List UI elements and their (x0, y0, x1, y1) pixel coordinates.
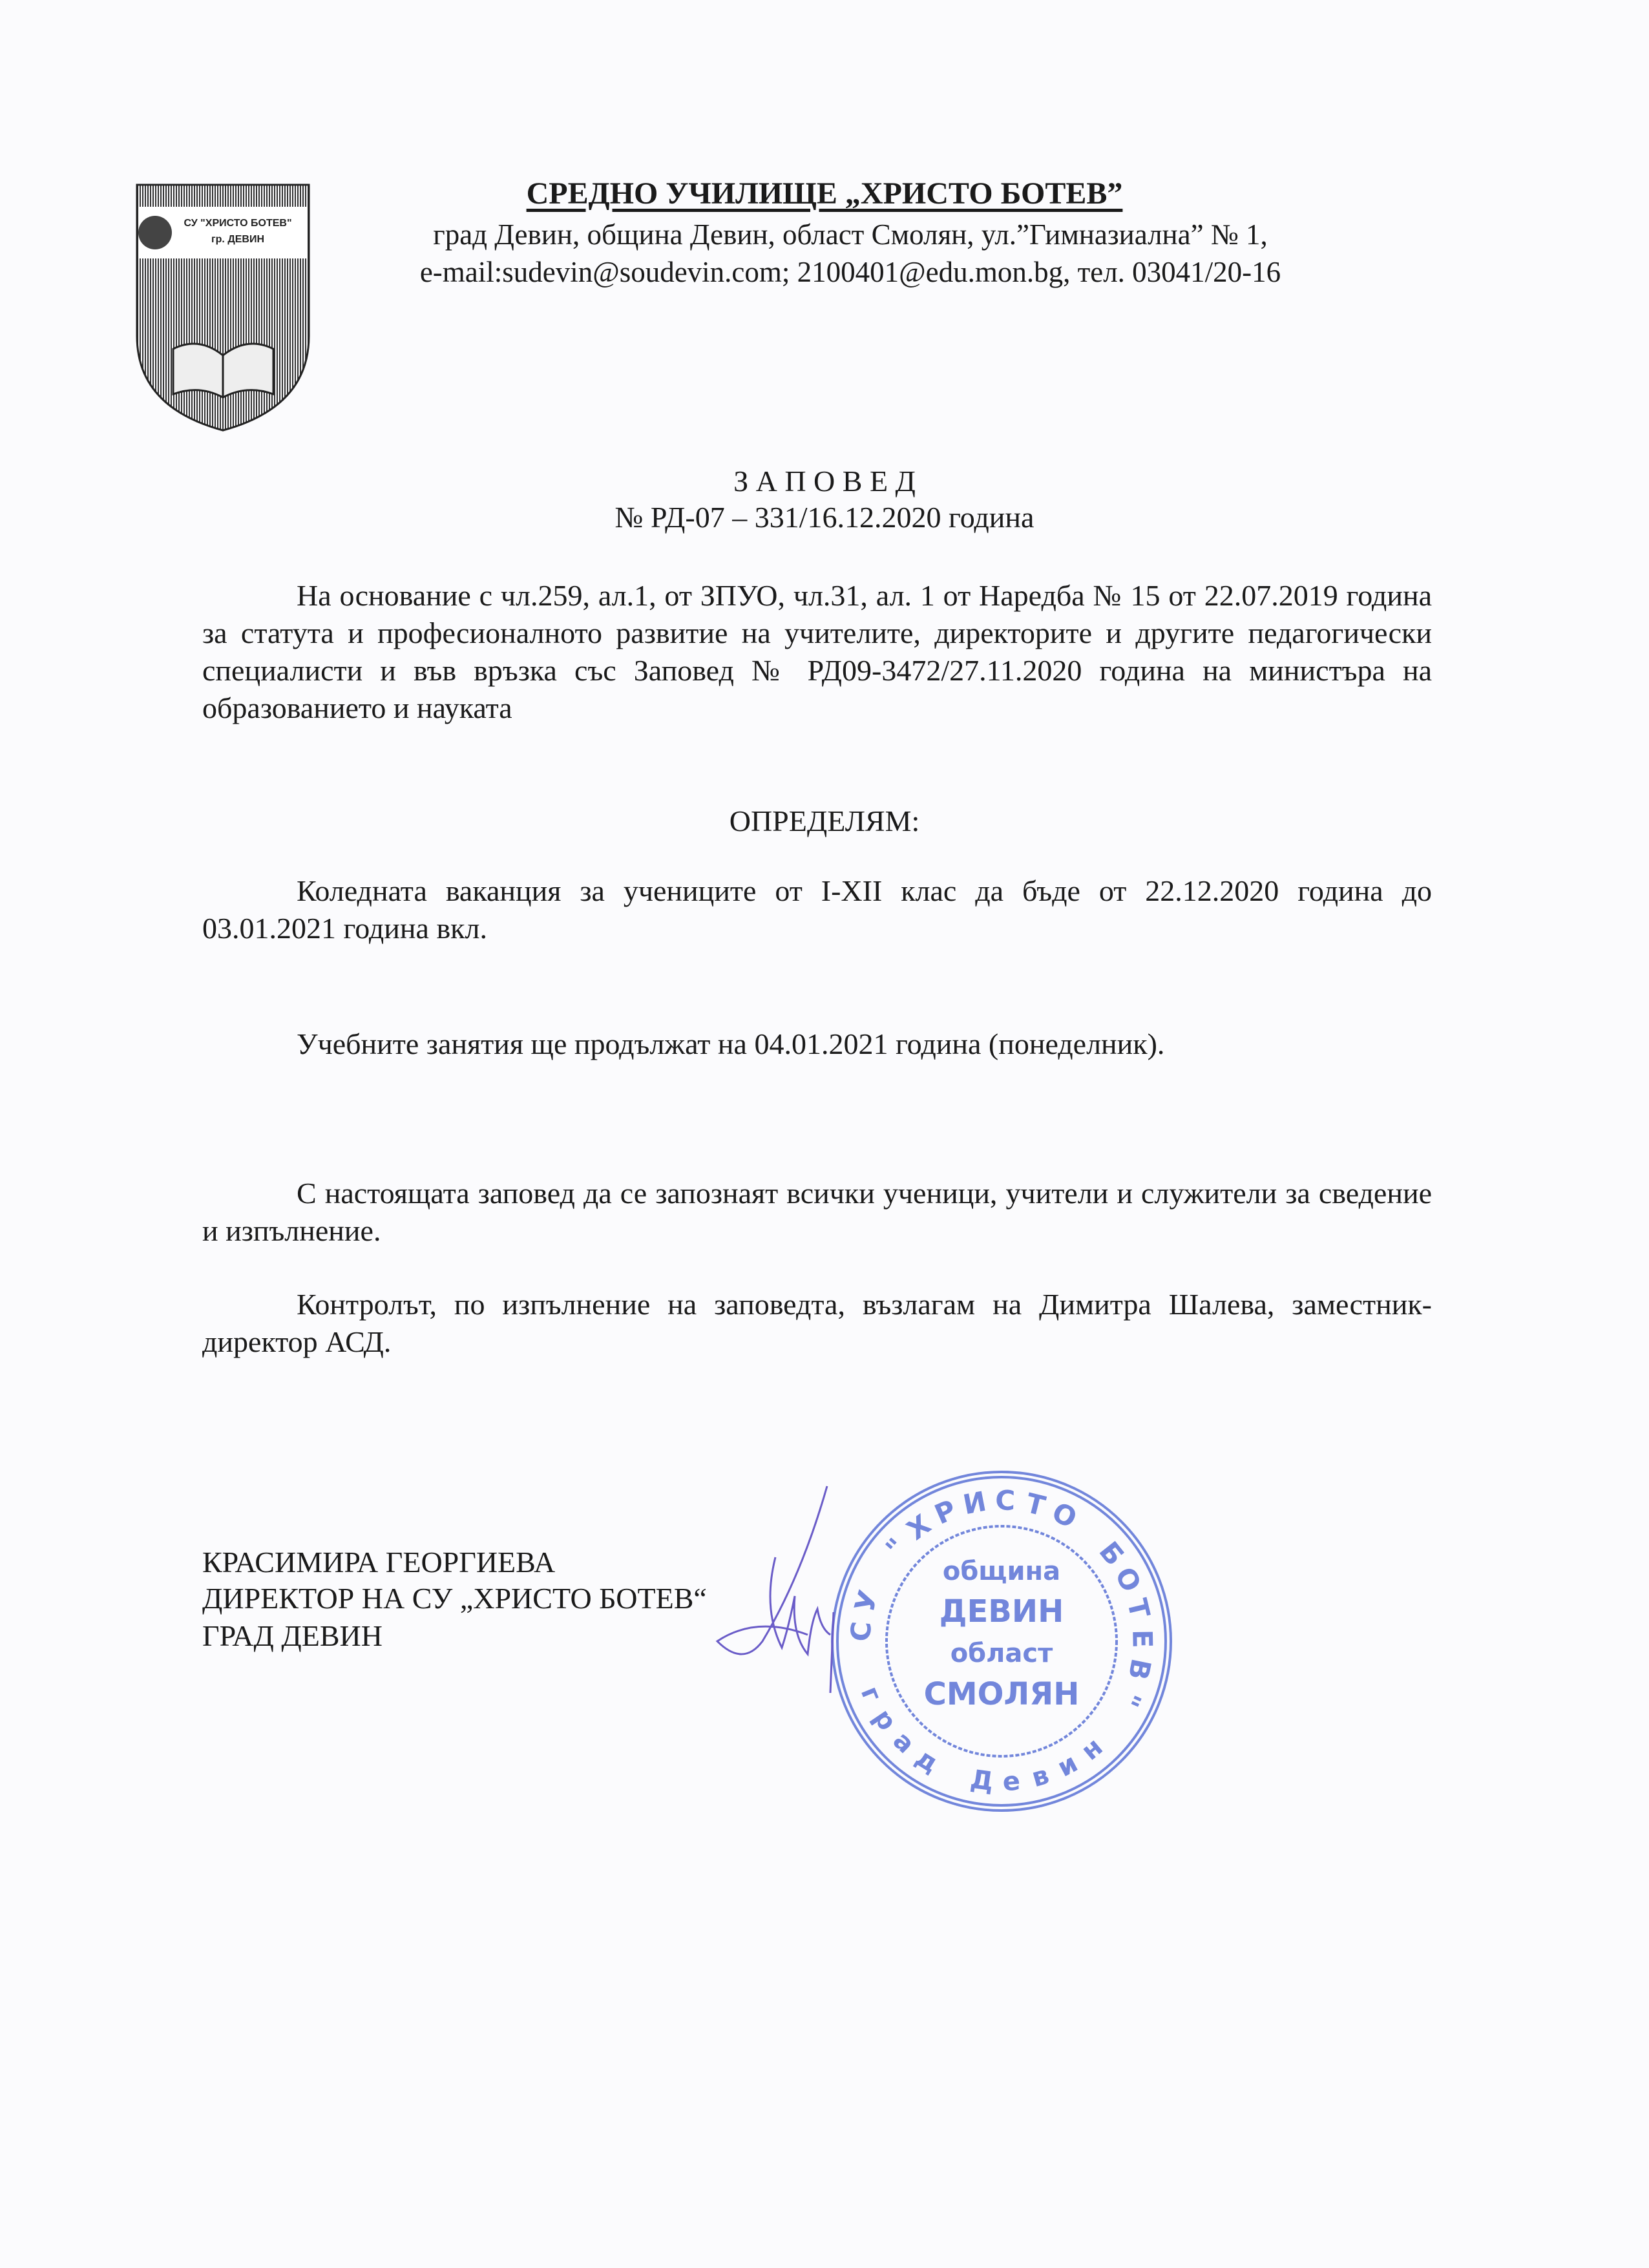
stamp-ring-letter-top: Т (1022, 1487, 1049, 1522)
stamp-inner-line: област (950, 1639, 1053, 1668)
stamp-ring-letter-top: Т (1120, 1595, 1157, 1621)
stamp-ring-letter-top: И (960, 1485, 989, 1521)
control-text: Контролът, по изпълнение на заповедта, възлагам на Димитра Шалева, заместник-директор АСД. (202, 1288, 1432, 1358)
stamp-ring-letter-top: О (1047, 1496, 1082, 1535)
stamp-ring-letter-bottom: р (867, 1704, 903, 1736)
stamp-ring-letter-bottom: д (910, 1742, 944, 1779)
stamp-ring-letter-top: В (1122, 1655, 1157, 1683)
stamp-ring-letter-top: О (1109, 1562, 1148, 1597)
stamp-ring-letter-bottom: г (854, 1682, 888, 1706)
stamp-inner-line: ДЕВИН (939, 1593, 1064, 1630)
stamp-ring-letter-top: С (994, 1484, 1016, 1517)
stamp-ring-letter-bottom: е (1002, 1766, 1022, 1798)
signatory-name: КРАСИМИРА ГЕОРГИЕВА (202, 1546, 556, 1579)
svg-text:гр. ДЕВИН: гр. ДЕВИН (211, 234, 265, 245)
svg-text:СУ "ХРИСТО БОТЕВ": СУ "ХРИСТО БОТЕВ" (184, 218, 292, 229)
stamp-inner-line: община (942, 1557, 1061, 1586)
stamp-ring-letter-top: Х (901, 1508, 937, 1546)
school-contacts: e-mail:sudevin@soudevin.com; 2100401@edu.mon.bg, тел. 03041/20-16 (419, 256, 1281, 288)
stamp-ring-letter-top: Б (1093, 1535, 1131, 1572)
basis-text: На основание с чл.259, ал.1, от ЗПУО, чл.31, ал. 1 от Наредба № 15 от 22.07.2019 година за статута и професионалното развитие на учителите, директорите и другите педагогически специалисти и във връзка със Заповед № РД09-3472/27.11.2020 година на министъра на образованието и науката (202, 579, 1432, 724)
official-stamp (821, 1460, 1182, 1822)
stamp-ring-letter-bottom: Д (968, 1764, 996, 1798)
stamp-inner-line: СМОЛЯН (923, 1676, 1080, 1712)
acquaint-paragraph (202, 1175, 1432, 1250)
stamp-ring-letter-bottom: и (1053, 1748, 1083, 1783)
control-paragraph (202, 1286, 1432, 1361)
stamp-ring-letter-bottom: а (887, 1725, 921, 1759)
order-basis-paragraph (202, 577, 1432, 727)
signatory-city: ГРАД ДЕВИН (202, 1619, 383, 1652)
school-name-heading (0, 176, 1649, 212)
school-name-text: СРЕДНО УЧИЛИЩЕ „ХРИСТО БОТЕВ” (526, 176, 1123, 211)
stamp-ring-letter-top: Е (1126, 1629, 1159, 1648)
stamp-ring-letter-top: " (1113, 1685, 1148, 1712)
vacation-paragraph (202, 872, 1432, 947)
school-address: град Девин, община Девин, област Смолян, ул.”Гимназиална” № 1, (433, 218, 1268, 251)
vacation-text: Коледната ваканция за учениците от I-XII клас да бъде от 22.12.2020 година до 03.01.2021 година вкл. (202, 874, 1432, 945)
stamp-ring-letter-bottom: в (1028, 1760, 1053, 1794)
classes-resume-text: Учебните занятия ще продължат на 04.01.2021 година (понеделник). (297, 1027, 1165, 1060)
signatory-position: ДИРЕКТОР НА СУ „ХРИСТО БОТЕВ“ (202, 1582, 707, 1615)
handwritten-signature (704, 1480, 872, 1693)
stamp-ring-letter-top: " (879, 1532, 913, 1564)
determine-heading: ОПРЕДЕЛЯМ: (729, 804, 920, 837)
stamp-ring-letter-bottom: н (1075, 1732, 1109, 1767)
stamp-ring-letter-top: У (848, 1586, 885, 1616)
acquaint-text: С настоящата заповед да се запознаят всички ученици, учители и служители за сведение и изпълнение. (202, 1177, 1432, 1247)
stamp-ring-letter-top: С (844, 1620, 878, 1643)
classes-resume-paragraph (202, 1025, 1432, 1063)
order-number: № РД-07 – 331/16.12.2020 година (614, 501, 1035, 534)
stamp-ring-letter-top: Р (930, 1493, 961, 1531)
order-title: З А П О В Е Д (733, 465, 916, 498)
